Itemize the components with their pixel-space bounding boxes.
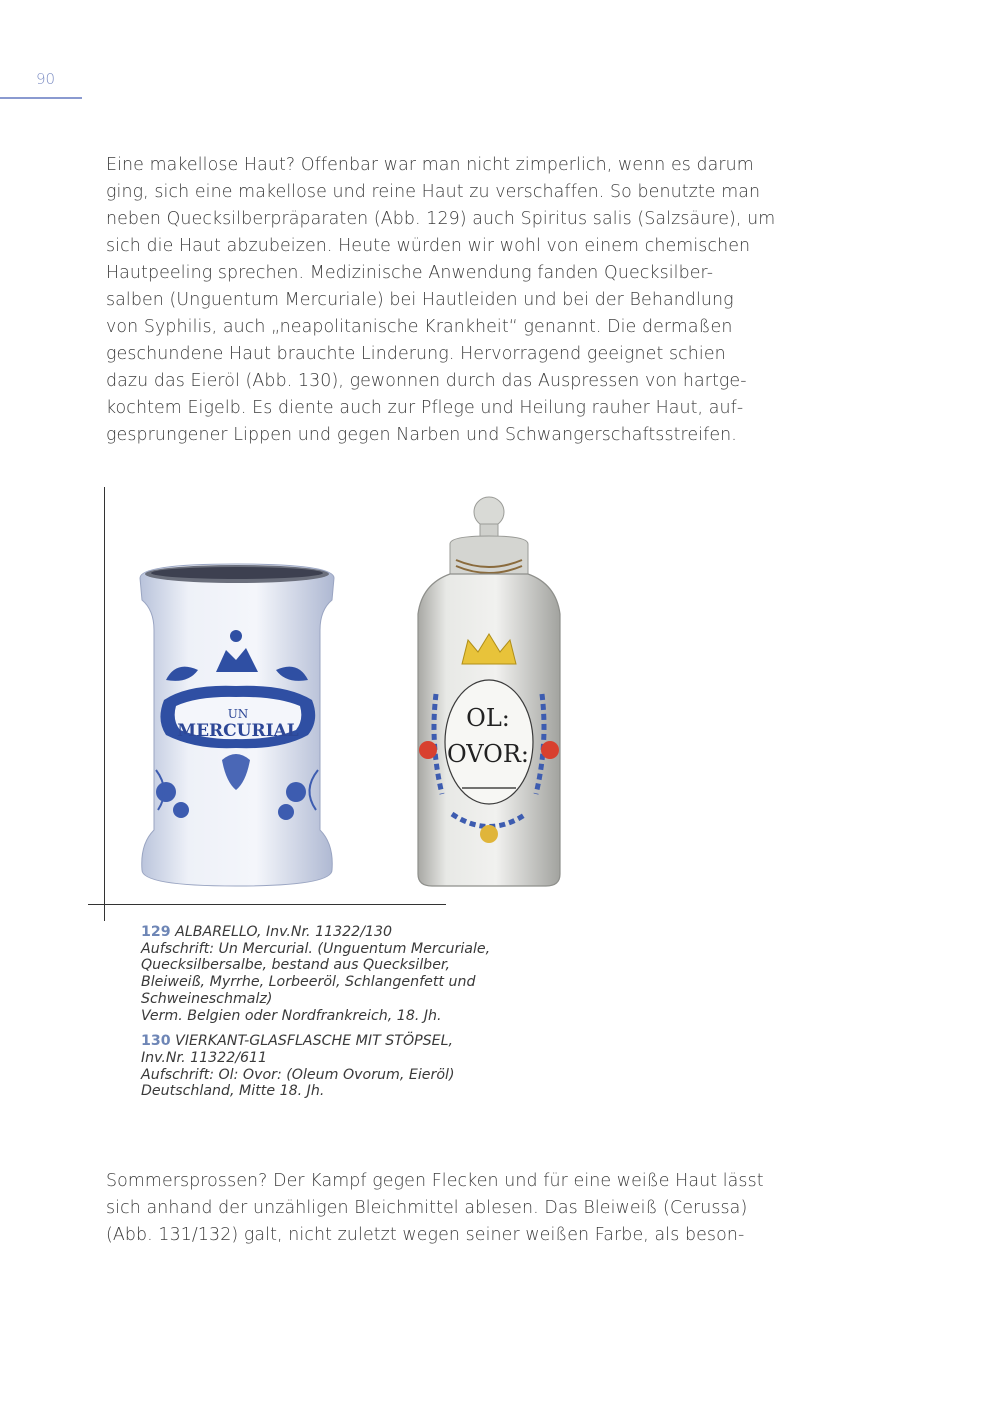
albarello-label-main: MERCURIAL xyxy=(177,721,299,741)
text-line: ging, sich eine makellose und reine Haut zu verschaffen. So benutzte man xyxy=(106,182,761,202)
caption-text: Schweineschmalz) xyxy=(141,990,273,1007)
caption-130-title xyxy=(141,1033,561,1050)
text-line: sich anhand der unzähligen Bleichmittel ablesen. Das Bleiweiß (Cerussa) xyxy=(106,1198,748,1218)
text-line: neben Quecksilberpräparaten (Abb. 129) auch Spiritus salis (Salzsäure), um xyxy=(106,209,776,229)
text-line: salben (Unguentum Mercuriale) bei Hautleiden und bei der Behandlung xyxy=(106,290,734,310)
caption-text: ALBARELLO, Inv.Nr. 11322/130 xyxy=(175,924,393,940)
header-rule xyxy=(0,97,82,99)
text-line: Eine makellose Haut? Offenbar war man nicht zimperlich, wenn es darum xyxy=(106,155,754,175)
caption-text: Aufschrift: Ol: Ovor: (Oleum Ovorum, Eieröl) xyxy=(141,1066,455,1083)
text-line: (Abb. 131/132) galt, nicht zuletzt wegen seiner weißen Farbe, als beson- xyxy=(106,1225,745,1245)
text-line: Hautpeeling sprechen. Medizinische Anwendung fanden Quecksilber- xyxy=(106,263,714,283)
caption-text: Aufschrift: Un Mercurial. (Unguentum Mercuriale, xyxy=(141,940,491,957)
albarello-photo xyxy=(136,560,338,890)
glass-bottle-photo xyxy=(412,494,566,890)
text-line: Sommersprossen? Der Kampf gegen Flecken und für eine weiße Haut lässt xyxy=(106,1171,764,1191)
caption-number: 129 xyxy=(141,924,171,940)
caption-130 xyxy=(141,1033,561,1100)
caption-129 xyxy=(141,924,561,1024)
text-line: kochtem Eigelb. Es diente auch zur Pflege und Heilung rauher Haut, auf- xyxy=(106,398,744,418)
caption-text: Verm. Belgien oder Nordfrankreich, 18. Jh. xyxy=(141,1007,442,1024)
caption-text: Bleiweiß, Myrrhe, Lorbeeröl, Schlangenfett und xyxy=(141,974,476,991)
text-line: dazu das Eieröl (Abb. 130), gewonnen durch das Auspressen von hartge- xyxy=(106,371,747,391)
caption-number: 130 xyxy=(141,1033,171,1050)
bottle-label-top: OL: xyxy=(466,704,510,732)
caption-text: VIERKANT-GLASFLASCHE MIT STÖPSEL, xyxy=(175,1033,454,1050)
text-line: von Syphilis, auch „neapolitanische Krankheit“ genannt. Die dermaßen xyxy=(106,317,733,337)
crop-mark-horizontal xyxy=(88,904,446,905)
figure-captions xyxy=(141,924,561,1109)
caption-129-title xyxy=(141,924,561,941)
caption-text: Inv.Nr. 11322/611 xyxy=(141,1049,268,1066)
text-line: gesprungener Lippen und gegen Narben und Schwangerschaftsstreifen. xyxy=(106,425,737,445)
paragraph-freckles xyxy=(106,1168,796,1249)
albarello-label-top: UN xyxy=(227,707,249,721)
caption-text: Quecksilbersalbe, bestand aus Quecksilber, xyxy=(141,957,450,974)
paragraph-intro xyxy=(106,152,796,449)
bottle-label-main: OVOR: xyxy=(447,740,529,768)
caption-text: Deutschland, Mitte 18. Jh. xyxy=(141,1083,325,1100)
page-number: 90 xyxy=(36,70,56,88)
crop-mark-vertical xyxy=(104,487,105,921)
text-line: geschundene Haut brauchte Linderung. Hervorragend geeignet schien xyxy=(106,344,726,364)
text-line: sich die Haut abzubeizen. Heute würden wir wohl von einem chemischen xyxy=(106,236,751,256)
